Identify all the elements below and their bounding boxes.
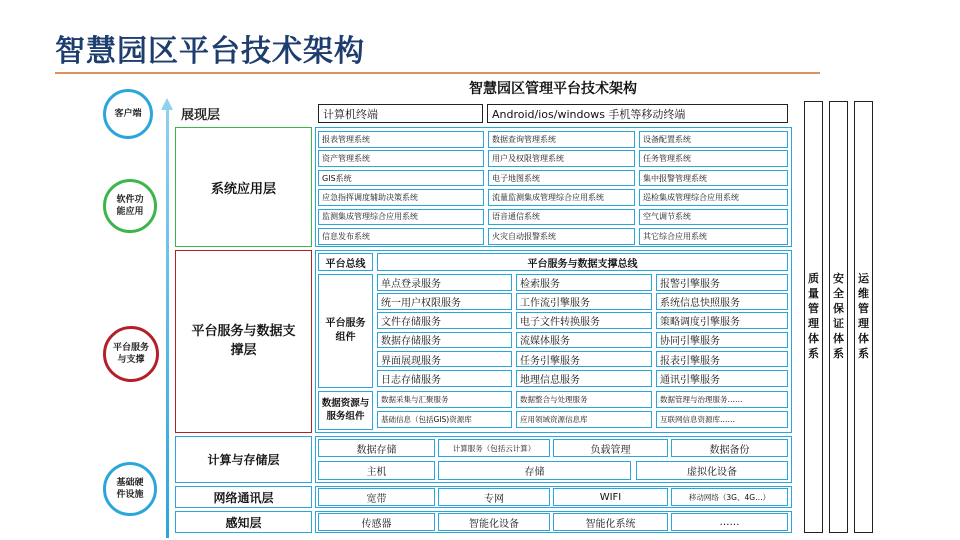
compute-service-cell: 数据备份 xyxy=(671,439,788,457)
app-system-cell: 信息发布系统 xyxy=(318,228,484,245)
platform-service-cell: 文件存储服务 xyxy=(377,312,512,329)
platform-bus: 平台服务与数据支撑总线 xyxy=(377,253,788,271)
platform-service-cell: 地理信息服务 xyxy=(516,370,652,387)
network-cell: 专网 xyxy=(438,488,550,506)
app-system-cell: 集中报警管理系统 xyxy=(639,170,788,187)
infra-circle-label: 基础硬件设施 xyxy=(116,477,144,500)
platform-service-cell: 数据存储服务 xyxy=(377,332,512,349)
platform-service-cell: 报表引擎服务 xyxy=(656,351,788,368)
platform-bus-label: 平台总线 xyxy=(318,253,373,271)
compute-device-cell: 存储 xyxy=(438,461,631,480)
app-system-cell: 报表管理系统 xyxy=(318,131,484,148)
layer-sensing xyxy=(175,511,312,533)
title-divider xyxy=(55,72,820,74)
compute-service-cell: 数据存储 xyxy=(318,439,435,457)
platform-service-cell: 协同引擎服务 xyxy=(656,332,788,349)
platform-service-cell: 电子文件转换服务 xyxy=(516,312,652,329)
layer-platform-label: 平台服务与数据支撑层 xyxy=(191,324,296,358)
layer-application xyxy=(175,127,312,247)
data-service-cell: 数据整合与处理服务 xyxy=(516,391,652,408)
app-system-cell: 空气调节系统 xyxy=(639,209,788,226)
layer-application-label: 系统应用层 xyxy=(210,181,276,197)
layer-sensing-label: 感知层 xyxy=(225,515,262,530)
network-cell: 宽带 xyxy=(318,488,435,506)
platform-service-cell: 通讯引擎服务 xyxy=(656,370,788,387)
app-system-cell: 流量监测集成管理综合应用系统 xyxy=(488,189,635,206)
app-system-cell: 数据查询管理系统 xyxy=(488,131,635,148)
compute-service-cell: 负载管理 xyxy=(553,439,668,457)
network-cell: WIFI xyxy=(553,488,668,506)
layer-compute-label: 计算与存储层 xyxy=(207,453,280,467)
security-assurance-label: 安全保证体系 xyxy=(833,272,844,360)
platform-circle-label: 平台服务与支撑 xyxy=(112,342,149,365)
presentation-mobile: Android/ios/windows 手机等移动终端 xyxy=(487,104,788,123)
software-circle-label: 软件功能应用 xyxy=(116,194,144,217)
data-service-cell: 互联网信息资源库…… xyxy=(656,411,788,428)
app-system-cell: 语音通信系统 xyxy=(488,209,635,226)
app-system-cell: 应急指挥调度辅助决策系统 xyxy=(318,189,484,206)
software-circle xyxy=(103,179,157,233)
layer-network xyxy=(175,486,312,508)
platform-circle xyxy=(103,326,159,382)
app-system-cell: 火灾自动报警系统 xyxy=(488,228,635,245)
compute-device-cell: 虚拟化设备 xyxy=(636,461,788,480)
app-system-cell: 用户及权限管理系统 xyxy=(488,150,635,167)
platform-service-cell: 日志存储服务 xyxy=(377,370,512,387)
network-cell: 移动网络（3G、4G…） xyxy=(671,488,788,506)
sensing-cell: 智能化设备 xyxy=(438,513,550,531)
app-system-cell: 监测集成管理综合应用系统 xyxy=(318,209,484,226)
platform-service-cell: 工作流引擎服务 xyxy=(516,293,652,310)
operations-management-system xyxy=(854,101,873,533)
platform-components-text: 平台服务组件 xyxy=(325,318,366,343)
diagram-title: 智慧园区管理平台技术架构 xyxy=(469,81,637,97)
layer-platform xyxy=(175,250,312,433)
data-service-cell: 数据管理与治理服务…… xyxy=(656,391,788,408)
data-service-cell: 数据采集与汇聚服务 xyxy=(377,391,512,408)
compute-service-cell: 计算服务（包括云计算） xyxy=(438,439,550,457)
layer-presentation-label: 展现层 xyxy=(181,108,221,123)
data-service-cell: 应用领域资源信息库 xyxy=(516,411,652,428)
data-resource-text: 数据资源与服务组件 xyxy=(321,397,370,422)
infra-circle xyxy=(103,462,157,516)
platform-service-cell: 统一用户权限服务 xyxy=(377,293,512,310)
platform-components-label xyxy=(318,274,373,388)
data-resource-label xyxy=(318,391,373,430)
layer-compute xyxy=(175,436,312,483)
data-service-cell: 基础信息（包括GIS)资源库 xyxy=(377,411,512,428)
app-system-cell: 其它综合应用系统 xyxy=(639,228,788,245)
app-system-cell: 巡检集成管理综合应用系统 xyxy=(639,189,788,206)
compute-device-cell: 主机 xyxy=(318,461,435,480)
platform-service-cell: 任务引擎服务 xyxy=(516,351,652,368)
app-system-cell: 设备配置系统 xyxy=(639,131,788,148)
app-system-cell: 任务管理系统 xyxy=(639,150,788,167)
quality-management-system xyxy=(804,101,823,533)
app-system-cell: GIS系统 xyxy=(318,170,484,187)
platform-service-cell: 流媒体服务 xyxy=(516,332,652,349)
operations-management-label: 运维管理体系 xyxy=(858,272,869,360)
client-circle-label: 客户端 xyxy=(114,108,142,119)
platform-service-cell: 系统信息快照服务 xyxy=(656,293,788,310)
sensing-cell: 智能化系统 xyxy=(553,513,668,531)
platform-service-cell: 报警引擎服务 xyxy=(656,274,788,291)
client-circle xyxy=(103,89,153,139)
presentation-pc: 计算机终端 xyxy=(318,104,483,123)
platform-service-cell: 界面展现服务 xyxy=(377,351,512,368)
page-title: 智慧园区平台技术架构 xyxy=(55,34,365,69)
security-assurance-system xyxy=(829,101,848,533)
quality-management-label: 质量管理体系 xyxy=(808,272,819,360)
app-system-cell: 电子地图系统 xyxy=(488,170,635,187)
vertical-axis-line xyxy=(166,108,169,538)
platform-service-cell: 策略调度引擎服务 xyxy=(656,312,788,329)
app-system-cell: 资产管理系统 xyxy=(318,150,484,167)
platform-service-cell: 检索服务 xyxy=(516,274,652,291)
platform-service-cell: 单点登录服务 xyxy=(377,274,512,291)
sensing-cell: 传感器 xyxy=(318,513,435,531)
sensing-cell: …… xyxy=(671,513,788,531)
layer-network-label: 网络通讯层 xyxy=(213,490,274,505)
